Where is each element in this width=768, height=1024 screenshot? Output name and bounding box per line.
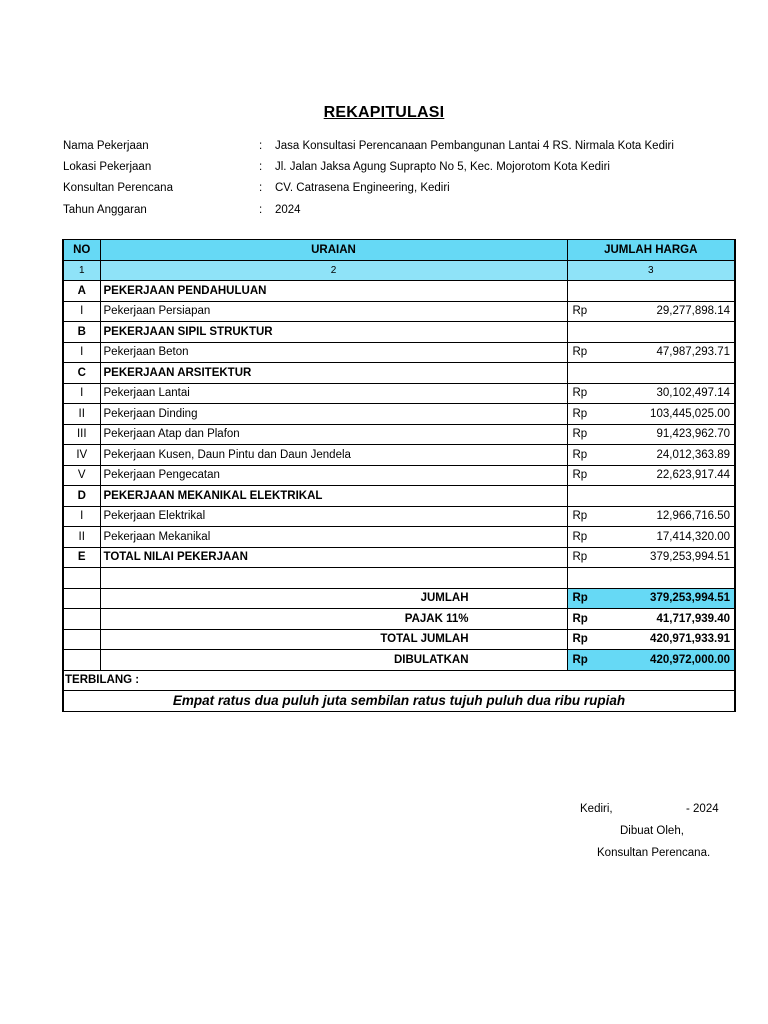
amount-value: 12,966,716.50 xyxy=(656,510,730,523)
info-colon: : xyxy=(259,182,263,194)
info-value: Jasa Konsultasi Perencanaan Pembangunan Lantai 4 RS. Nirmala Kota Kediri xyxy=(275,140,674,152)
blank-cell xyxy=(63,568,100,589)
row-uraian: Pekerjaan Persiapan xyxy=(100,301,567,322)
amount-value: 379,253,994.51 xyxy=(650,592,730,605)
row-no: I xyxy=(63,383,100,404)
amount-value: 30,102,497.14 xyxy=(656,387,730,400)
amount-value: 24,012,363.89 xyxy=(656,448,730,461)
currency-label: Rp xyxy=(572,469,588,482)
amount-cell xyxy=(567,547,735,568)
row-uraian: Pekerjaan Kusen, Daun Pintu dan Daun Jendela xyxy=(100,445,567,466)
summary-label: DIBULATKAN xyxy=(100,650,567,671)
item-row xyxy=(63,404,735,425)
header-jumlah: JUMLAH HARGA xyxy=(567,240,735,261)
sign-role: Konsultan Perencana. xyxy=(597,847,711,859)
summary-no xyxy=(63,609,100,630)
item-row xyxy=(63,506,735,527)
info-colon: : xyxy=(259,140,263,152)
subheader-uraian: 2 xyxy=(100,260,567,281)
row-no: C xyxy=(63,363,100,384)
amount-cell xyxy=(567,383,735,404)
info-label: Nama Pekerjaan xyxy=(63,140,149,152)
summary-label: PAJAK 11% xyxy=(100,609,567,630)
row-no: E xyxy=(63,547,100,568)
amount-cell xyxy=(567,445,735,466)
amount-value: 420,971,933.91 xyxy=(650,633,730,646)
amount-value: 41,717,939.40 xyxy=(656,612,730,625)
amount-value: 17,414,320.00 xyxy=(656,530,730,543)
amount-cell-empty xyxy=(567,486,735,507)
amount-cell xyxy=(567,609,735,630)
row-uraian: Pekerjaan Elektrikal xyxy=(100,506,567,527)
currency-label: Rp xyxy=(572,530,588,543)
item-row xyxy=(63,342,735,363)
amount-cell xyxy=(567,301,735,322)
amount-value: 47,987,293.71 xyxy=(656,346,730,359)
row-uraian: Pekerjaan Mekanikal xyxy=(100,527,567,548)
amount-cell xyxy=(567,404,735,425)
rekap-table xyxy=(62,239,736,712)
info-row xyxy=(63,181,743,195)
row-no: B xyxy=(63,322,100,343)
row-no: I xyxy=(63,342,100,363)
subheader-no: 1 xyxy=(63,260,100,281)
summary-label: TOTAL JUMLAH xyxy=(100,629,567,650)
amount-cell-empty xyxy=(567,281,735,302)
amount-value: 29,277,898.14 xyxy=(656,305,730,318)
row-no: IV xyxy=(63,445,100,466)
table-header-row xyxy=(63,240,735,261)
terbilang-label-row xyxy=(63,670,735,691)
info-colon: : xyxy=(259,161,263,173)
summary-row xyxy=(63,650,735,671)
terbilang-text-row xyxy=(63,691,735,712)
amount-cell xyxy=(567,342,735,363)
currency-label: Rp xyxy=(572,346,588,359)
info-colon: : xyxy=(259,204,263,216)
info-row xyxy=(63,203,743,217)
currency-label: Rp xyxy=(572,551,588,564)
blank-row xyxy=(63,568,735,589)
page-title: REKAPITULASI xyxy=(323,104,445,121)
blank-cell xyxy=(100,568,567,589)
row-no: A xyxy=(63,281,100,302)
info-label: Lokasi Pekerjaan xyxy=(63,161,152,173)
row-uraian: TOTAL NILAI PEKERJAAN xyxy=(100,547,567,568)
row-uraian: Pekerjaan Atap dan Plafon xyxy=(100,424,567,445)
info-label: Tahun Anggaran xyxy=(63,204,147,216)
row-no: V xyxy=(63,465,100,486)
sign-place: Kediri, xyxy=(580,803,613,815)
currency-label: Rp xyxy=(572,407,588,420)
row-uraian: PEKERJAAN PENDAHULUAN xyxy=(100,281,567,302)
row-uraian: PEKERJAAN ARSITEKTUR xyxy=(100,363,567,384)
item-row xyxy=(63,424,735,445)
row-no: I xyxy=(63,506,100,527)
info-label: Konsultan Perencana xyxy=(63,182,173,194)
currency-label: Rp xyxy=(572,428,588,441)
currency-label: Rp xyxy=(572,653,588,666)
item-row xyxy=(63,527,735,548)
currency-label: Rp xyxy=(572,387,588,400)
row-no: II xyxy=(63,404,100,425)
sign-date: - 2024 xyxy=(686,803,719,815)
currency-label: Rp xyxy=(572,305,588,318)
table-subheader-row xyxy=(63,260,735,281)
subheader-jumlah: 3 xyxy=(567,260,735,281)
currency-label: Rp xyxy=(572,633,588,646)
row-no: III xyxy=(63,424,100,445)
currency-label: Rp xyxy=(572,592,588,605)
currency-label: Rp xyxy=(572,448,588,461)
currency-label: Rp xyxy=(572,510,588,523)
row-no: D xyxy=(63,486,100,507)
header-uraian: URAIAN xyxy=(100,240,567,261)
sign-made-by: Dibuat Oleh, xyxy=(620,825,684,837)
info-value: Jl. Jalan Jaksa Agung Suprapto No 5, Kec. Mojorotom Kota Kediri xyxy=(275,161,610,173)
summary-no xyxy=(63,588,100,609)
amount-value: 379,253,994.51 xyxy=(650,551,730,564)
summary-no xyxy=(63,650,100,671)
section-row xyxy=(63,486,735,507)
amount-cell xyxy=(567,588,735,609)
amount-value: 91,423,962.70 xyxy=(656,428,730,441)
amount-cell xyxy=(567,527,735,548)
row-uraian: PEKERJAAN MEKANIKAL ELEKTRIKAL xyxy=(100,486,567,507)
amount-value: 420,972,000.00 xyxy=(650,653,730,666)
amount-cell xyxy=(567,465,735,486)
terbilang-text: Empat ratus dua puluh juta sembilan ratus tujuh puluh dua ribu rupiah xyxy=(63,691,735,712)
summary-row xyxy=(63,629,735,650)
amount-cell-empty xyxy=(567,363,735,384)
amount-cell xyxy=(567,424,735,445)
section-row xyxy=(63,363,735,384)
amount-cell xyxy=(567,650,735,671)
amount-value: 103,445,025.00 xyxy=(650,407,730,420)
amount-value: 22,623,917.44 xyxy=(656,469,730,482)
summary-row xyxy=(63,609,735,630)
summary-label: JUMLAH xyxy=(100,588,567,609)
section-row xyxy=(63,547,735,568)
info-row xyxy=(63,160,743,174)
row-uraian: Pekerjaan Lantai xyxy=(100,383,567,404)
item-row xyxy=(63,383,735,404)
section-row xyxy=(63,322,735,343)
summary-row xyxy=(63,588,735,609)
info-value: 2024 xyxy=(275,204,301,216)
row-uraian: Pekerjaan Dinding xyxy=(100,404,567,425)
blank-cell xyxy=(567,568,735,589)
amount-cell-empty xyxy=(567,322,735,343)
amount-cell xyxy=(567,629,735,650)
row-uraian: PEKERJAAN SIPIL STRUKTUR xyxy=(100,322,567,343)
item-row xyxy=(63,301,735,322)
currency-label: Rp xyxy=(572,612,588,625)
info-row xyxy=(63,139,743,153)
summary-no xyxy=(63,629,100,650)
section-row xyxy=(63,281,735,302)
header-no: NO xyxy=(63,240,100,261)
row-no: I xyxy=(63,301,100,322)
amount-cell xyxy=(567,506,735,527)
row-uraian: Pekerjaan Beton xyxy=(100,342,567,363)
info-value: CV. Catrasena Engineering, Kediri xyxy=(275,182,450,194)
row-no: II xyxy=(63,527,100,548)
terbilang-label: TERBILANG : xyxy=(63,670,735,691)
row-uraian: Pekerjaan Pengecatan xyxy=(100,465,567,486)
item-row xyxy=(63,445,735,466)
item-row xyxy=(63,465,735,486)
